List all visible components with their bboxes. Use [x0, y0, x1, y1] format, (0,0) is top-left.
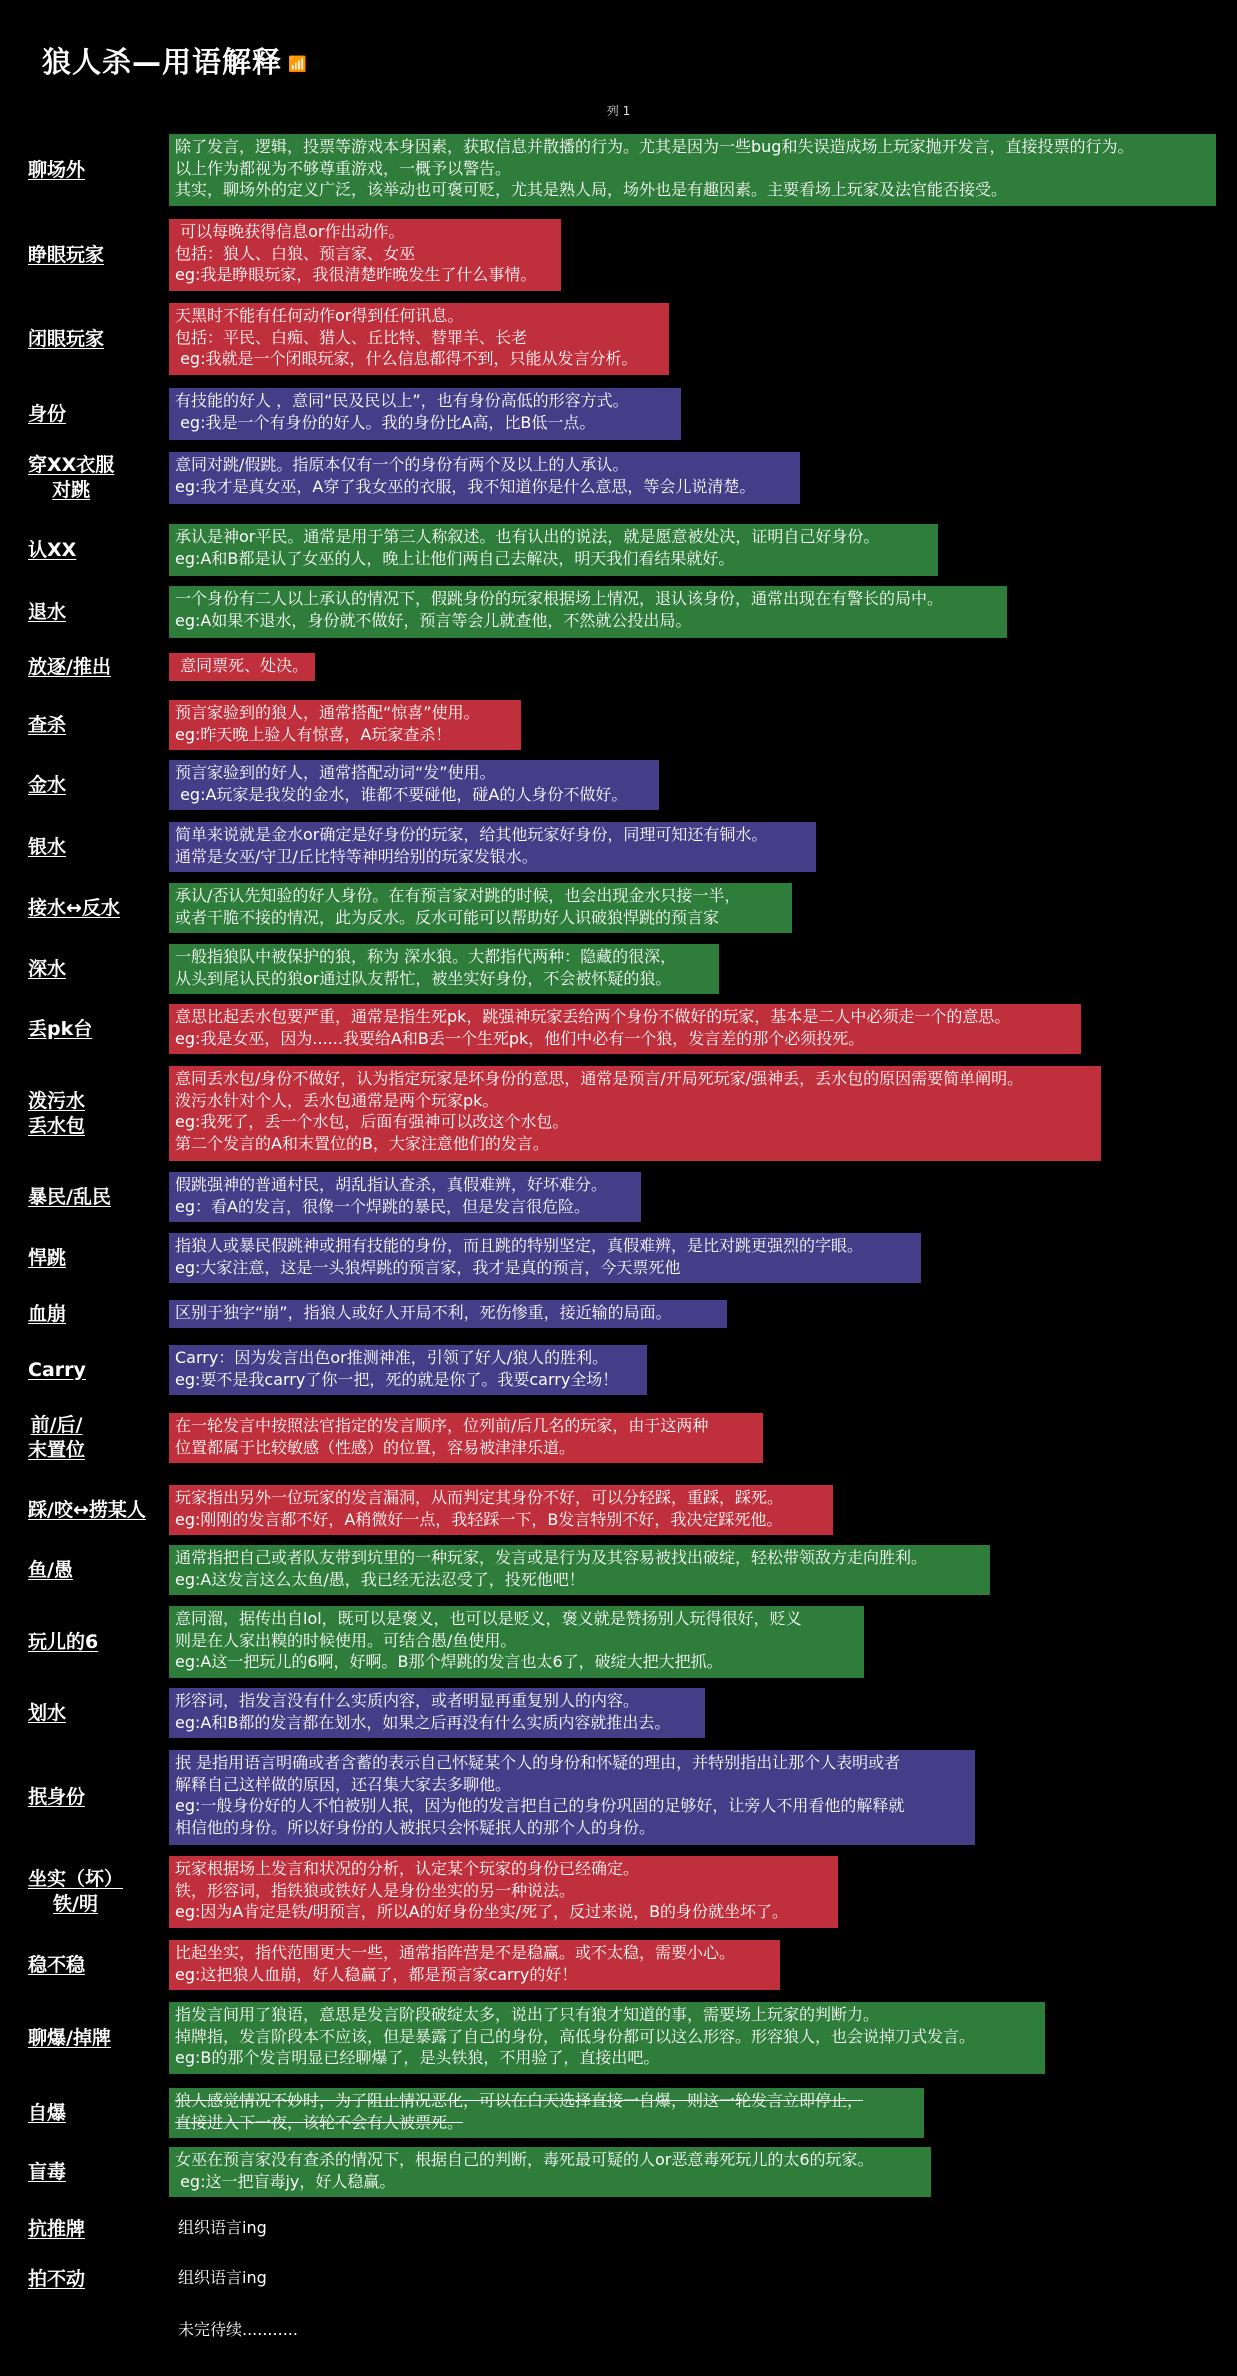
definition-cell: 意同对跳/假跳。指原本仅有一个的身份有两个及以上的人承认。 eg:我才是真女巫，A穿了我女巫的衣服，我不知道你是什么意思，等会儿说清楚。 — [169, 452, 800, 504]
term-cell — [28, 452, 168, 504]
table-row — [0, 388, 1237, 440]
definition-cell: 组织语言ing — [178, 2218, 267, 2237]
term-label: 退水 — [28, 600, 67, 623]
table-row — [0, 944, 1237, 994]
definition-cell: 抿 是指用语言明确或者含蓄的表示自己怀疑某个人的身份和怀疑的理由，并特别指出让那个人表明或者 解释自己这样做的原因，还召集大家去多聊他。 eg:一般身份好的人不怕被别人抿，因为他的发言把自己的身份巩固的足够好，让旁人不用看他的解释就 相信他的身份。所以好身份的人被抿只会怀疑抿人的那个人的身份。 — [169, 1750, 975, 1845]
term-cell — [28, 1300, 168, 1328]
term-cell — [28, 1066, 168, 1161]
term-label: 银水 — [28, 835, 67, 858]
term-cell — [28, 219, 168, 291]
definition-cell: 通常指把自己或者队友带到坑里的一种玩家，发言或是行为及其容易被找出破绽，轻松带领敌方走向胜利。 eg:A这发言这么太鱼/愚，我已经无法忍受了，投死他吧！ — [169, 1545, 990, 1595]
term-label: 查杀 — [28, 713, 67, 736]
term-label: 暴民/乱民 — [28, 1185, 111, 1208]
term-label: 闭眼玩家 — [28, 327, 105, 350]
definition-cell: 指狼人或暴民假跳神或拥有技能的身份，而且跳的特别坚定，真假难辨，是比对跳更强烈的字眼。 eg:大家注意，这是一头狼焊跳的预言家，我才是真的预言，今天票死他 — [169, 1233, 921, 1283]
table-row — [0, 2265, 1237, 2293]
definition-cell: 玩家指出另外一位玩家的发言漏洞，从而判定其身份不好，可以分轻踩，重踩，踩死。 eg:刚刚的发言都不好，A稍微好一点，我轻踩一下，B发言特别不好，我决定踩死他。 — [169, 1485, 833, 1535]
definition-cell: 区别于独字“崩”，指狼人或好人开局不利，死伤惨重，接近输的局面。 — [169, 1300, 727, 1328]
table-row — [0, 1172, 1237, 1222]
term-cell — [28, 2215, 168, 2243]
term-cell — [28, 653, 168, 681]
term-cell — [28, 700, 168, 750]
table-row — [0, 2215, 1237, 2243]
table-row — [0, 2002, 1237, 2074]
table-row — [0, 1940, 1237, 1990]
definition-cell: 假跳强神的普通村民，胡乱指认查杀，真假难辨，好坏难分。 eg：看A的发言，很像一个焊跳的暴民，但是发言很危险。 — [169, 1172, 641, 1222]
term-label: 玩儿的6 — [28, 1630, 99, 1653]
term-label: 深水 — [28, 957, 67, 980]
term-label: 盲毒 — [28, 2160, 67, 2183]
term-cell — [28, 1004, 168, 1054]
term-label: 丢水包 — [28, 1114, 86, 1137]
table-row — [0, 822, 1237, 872]
column-header: 列 1 — [606, 104, 631, 118]
term-label: 铁/明 — [53, 1893, 98, 1915]
term-label: 抗推牌 — [28, 2217, 86, 2240]
term-label: 拍不动 — [28, 2267, 86, 2290]
table-row — [0, 653, 1237, 681]
definition-cell: 在一轮发言中按照法官指定的发言顺序，位列前/后几名的玩家，由于这两种 位置都属于比较敏感（性感）的位置，容易被津津乐道。 — [169, 1413, 763, 1463]
term-label: 自爆 — [28, 2101, 67, 2124]
term-label: 睁眼玩家 — [28, 243, 105, 266]
page-title — [42, 40, 308, 81]
definition-cell: 指发言间用了狼语，意思是发言阶段破绽太多，说出了只有狼才知道的事，需要场上玩家的判断力。 掉牌指，发言阶段本不应该，但是暴露了自己的身份，高低身份都可以这么形容。形容狼人，也会说掉刀式发言。 eg:B的那个发言明显已经聊爆了，是头铁狼，不用验了，直接出吧。 — [169, 2002, 1045, 2074]
term-cell — [28, 760, 168, 810]
term-label: 稳不稳 — [28, 1953, 86, 1976]
term-cell — [28, 2147, 168, 2197]
table-row — [0, 1750, 1237, 1845]
term-cell — [28, 1485, 168, 1535]
term-cell — [28, 1413, 168, 1463]
table-row — [0, 1300, 1237, 1328]
table-row — [0, 1345, 1237, 1395]
term-cell — [28, 134, 168, 206]
definition-cell: 意同溜，据传出自lol，既可以是褒义，也可以是贬义，褒义就是赞扬别人玩得很好，贬义 则是在人家出糗的时候使用。可结合愚/鱼使用。 eg:A这一把玩儿的6啊，好啊。B那个焊跳的发言也太6了，破绽大把大把抓。 — [169, 1606, 864, 1678]
definition-cell: 一个身份有二人以上承认的情况下，假跳身份的玩家根据场上情况，退认该身份，通常出现在有警长的局中。 eg:A如果不退水，身份就不做好，预言等会儿就查他，不然就公投出局。 — [169, 586, 1007, 638]
term-cell — [28, 1940, 168, 1990]
term-cell — [28, 2265, 168, 2293]
term-label: 身份 — [28, 402, 67, 425]
table-row — [0, 2147, 1237, 2197]
term-label: 鱼/愚 — [28, 1558, 73, 1581]
definition-cell: 组织语言ing — [178, 2268, 267, 2287]
term-cell — [28, 1545, 168, 1595]
term-cell — [28, 1856, 168, 1928]
term-cell — [28, 944, 168, 994]
term-cell — [28, 1750, 168, 1845]
term-cell — [28, 1606, 168, 1678]
table-row — [0, 1688, 1237, 1738]
table-row — [0, 700, 1237, 750]
term-cell — [28, 1172, 168, 1222]
definition-cell: 狼人感觉情况不妙时，为了阻止情况恶化，可以在白天选择直接一自爆，则这一轮发言立即停止， 直接进入下一夜，该轮不会有人被票死。 — [169, 2088, 924, 2138]
definition-cell: 女巫在预言家没有查杀的情况下，根据自己的判断，毒死最可疑的人or恶意毒死玩儿的太6的玩家。 eg:这一把盲毒jy，好人稳赢。 — [169, 2147, 931, 2197]
table-row — [0, 760, 1237, 810]
table-row — [0, 1413, 1237, 1463]
term-label: 前/后/ — [30, 1414, 83, 1437]
table-row — [0, 452, 1237, 504]
definition-cell: 承认/否认先知验的好人身份。在有预言家对跳的时候，也会出现金水只接一半， 或者干脆不接的情况，此为反水。反水可能可以帮助好人识破狼悍跳的预言家 — [169, 883, 792, 933]
term-label: 踩/咬↔捞某人 — [28, 1498, 146, 1521]
term-cell — [28, 2002, 168, 2074]
term-label: 坐实（坏） — [28, 1868, 124, 1891]
term-label: 认XX — [28, 538, 77, 561]
term-label: 放逐/推出 — [28, 655, 111, 678]
table-row — [0, 1606, 1237, 1678]
table-row — [0, 883, 1237, 933]
table-row — [0, 1066, 1237, 1161]
table-row — [0, 1545, 1237, 1595]
definition-cell: 意思比起丢水包要严重，通常是指生死pk，跳强神玩家丢给两个身份不做好的玩家，基本是二人中必须走一个的意思。 eg:我是女巫，因为......我要给A和B丢一个生死pk，他们中必有一个狼，发言差的那个必须投死。 — [169, 1004, 1081, 1054]
term-label: Carry — [28, 1358, 86, 1381]
footer-note: 未完待续........... — [178, 2320, 298, 2339]
term-label: 抿身份 — [28, 1786, 86, 1809]
term-label: 丢pk台 — [28, 1017, 93, 1040]
definition-cell: 可以每晚获得信息or作出动作。 包括：狼人、白狼、预言家、女巫 eg:我是睁眼玩家，我很清楚昨晚发生了什么事情。 — [169, 219, 561, 291]
term-cell — [28, 1345, 168, 1395]
definition-cell: 一般指狼队中被保护的狼，称为 深水狼。大都指代两种：隐藏的很深， 从头到尾认民的狼or通过队友帮忙，被坐实好身份，不会被怀疑的狼。 — [169, 944, 719, 994]
definition-cell: 预言家验到的狼人，通常搭配“惊喜”使用。 eg:昨天晚上验人有惊喜，A玩家查杀！ — [169, 700, 521, 750]
term-label: 血崩 — [28, 1302, 67, 1325]
table-row — [0, 586, 1237, 638]
term-cell — [28, 1688, 168, 1738]
term-cell — [28, 388, 168, 440]
term-label: 泼污水 — [28, 1089, 86, 1112]
term-label: 对跳 — [52, 479, 91, 501]
term-label: 末置位 — [28, 1439, 86, 1461]
definition-cell: 玩家根据场上发言和状况的分析，认定某个玩家的身份已经确定。 铁，形容词，指铁狼或铁好人是身份坐实的另一种说法。 eg:因为A肯定是铁/明预言，所以A的好身份坐实/死了，反过来说，B的身份就坐坏了。 — [169, 1856, 838, 1928]
term-label: 悍跳 — [28, 1246, 67, 1269]
term-label: 穿XX衣服 — [28, 454, 115, 477]
definition-cell: Carry：因为发言出色or推测神准，引领了好人/狼人的胜利。 eg:要不是我carry了你一把，死的就是你了。我要carry全场！ — [169, 1345, 647, 1395]
table-row — [0, 1856, 1237, 1928]
term-cell — [28, 822, 168, 872]
definition-cell: 比起坐实，指代范围更大一些，通常指阵营是不是稳赢。或不太稳，需要小心。 eg:这把狼人血崩，好人稳赢了，都是预言家carry的好！ — [169, 1940, 780, 1990]
term-cell — [28, 883, 168, 933]
definition-cell: 意同票死、处决。 — [169, 653, 315, 681]
table-row — [0, 1485, 1237, 1535]
term-cell — [28, 2088, 168, 2138]
term-label: 划水 — [28, 1701, 67, 1724]
definition-cell: 意同丢水包/身份不做好，认为指定玩家是坏身份的意思，通常是预言/开局死玩家/强神丢，丢水包的原因需要简单阐明。 泼污水针对个人，丢水包通常是两个玩家pk。 eg:我死了，丢一个水包，后面有强神可以改这个水包。 第二个发言的A和末置位的B，大家注意他们的发言。 — [169, 1066, 1101, 1161]
table-row — [0, 524, 1237, 576]
definition-cell: 承认是神or平民。通常是用于第三人称叙述。也有认出的说法，就是愿意被处决，证明自己好身份。 eg:A和B都是认了女巫的人，晚上让他们两自己去解决，明天我们看结果就好。 — [169, 524, 938, 576]
term-cell — [28, 1233, 168, 1283]
term-cell — [28, 303, 168, 375]
table-row — [0, 134, 1237, 206]
term-label: 接水↔反水 — [28, 896, 120, 919]
definition-cell: 形容词，指发言没有什么实质内容，或者明显再重复别人的内容。 eg:A和B都的发言都在划水，如果之后再没有什么实质内容就推出去。 — [169, 1688, 705, 1738]
term-label: 金水 — [28, 773, 67, 796]
table-row — [0, 1004, 1237, 1054]
table-row — [0, 219, 1237, 291]
definition-cell: 有技能的好人 ，意同“民及民以上”，也有身份高低的形容方式。 eg:我是一个有身份的好人。我的身份比A高，比B低一点。 — [169, 388, 681, 440]
table-row — [0, 303, 1237, 375]
definition-cell: 除了发言，逻辑，投票等游戏本身因素，获取信息并散播的行为。尤其是因为一些bug和失误造成场上玩家抛开发言，直接投票的行为。 以上作为都视为不够尊重游戏，一概予以警告。 其实，聊场外的定义广泛，该举动也可褒可贬，尤其是熟人局，场外也是有趣因素。主要看场上玩家及法官能否接受。 — [169, 134, 1216, 206]
term-label: 聊爆/掉牌 — [28, 2026, 111, 2049]
definition-cell: 预言家验到的好人，通常搭配动词“发”使用。 eg:A玩家是我发的金水，谁都不要碰他，碰A的人身份不做好。 — [169, 760, 659, 810]
bar-chart-icon: 📶 — [288, 55, 308, 73]
definition-cell: 天黑时不能有任何动作or得到任何讯息。 包括：平民、白痴、猎人、丘比特、替罪羊、长老 eg:我就是一个闭眼玩家，什么信息都得不到，只能从发言分析。 — [169, 303, 669, 375]
definition-cell: 简单来说就是金水or确定是好身份的玩家，给其他玩家好身份，同理可知还有铜水。 通常是女巫/守卫/丘比特等神明给别的玩家发银水。 — [169, 822, 816, 872]
term-cell — [28, 586, 168, 638]
page-title-text: 狼人杀—用语解释 — [42, 45, 283, 79]
table-row — [0, 2088, 1237, 2138]
term-label: 聊场外 — [28, 158, 86, 181]
term-cell — [28, 524, 168, 576]
table-row — [0, 1233, 1237, 1283]
